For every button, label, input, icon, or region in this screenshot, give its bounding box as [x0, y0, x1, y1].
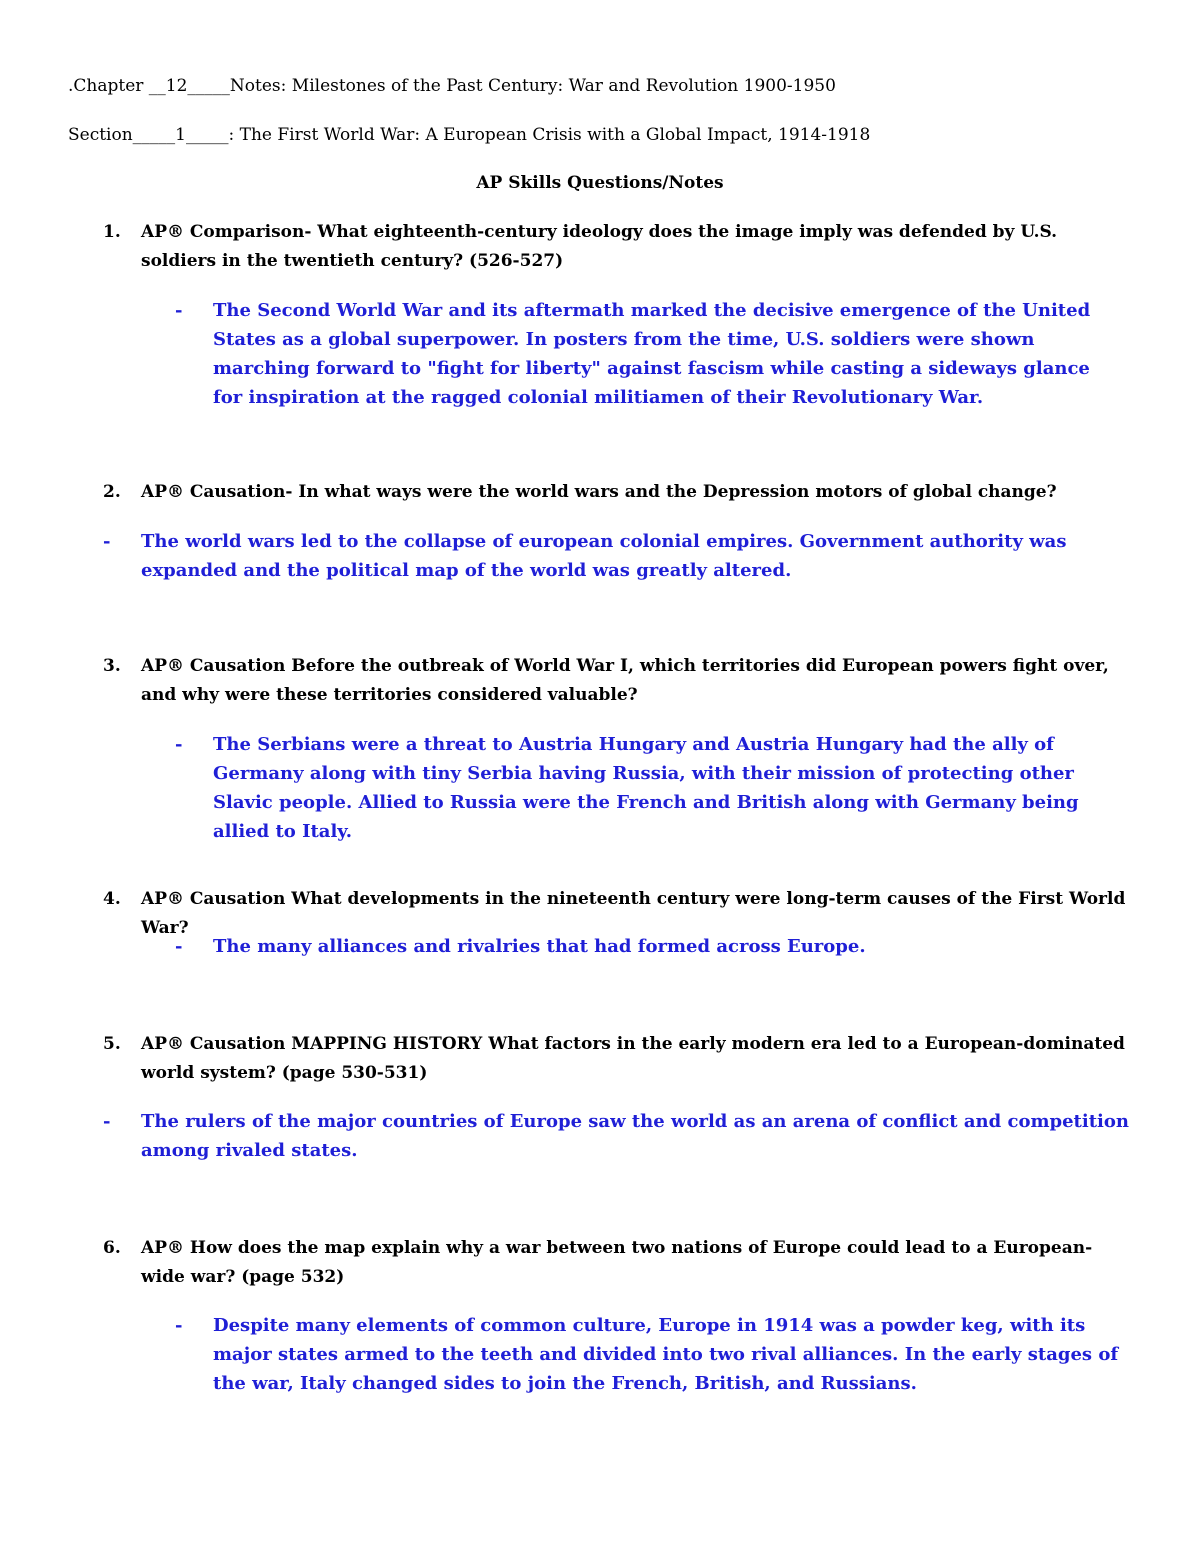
answer-6	[175, 1311, 1125, 1398]
answer-dash: -	[175, 936, 183, 957]
answer-dash: -	[175, 300, 183, 321]
answer-text: The many alliances and rivalries that had formed across Europe.	[213, 936, 866, 957]
question-2	[103, 478, 1133, 507]
answer-5	[103, 1107, 1133, 1165]
question-text: AP® Causation Before the outbreak of World War I, which territories did European powers fight over, and why were these territories considered valuable?	[141, 656, 1109, 705]
question-text: AP® Comparison- What eighteenth-century ideology does the image imply was defended by U.S. soldiers in the twentieth century? (526-527)	[141, 222, 1058, 271]
question-text: AP® Causation MAPPING HISTORY What factors in the early modern era led to a European-dominated world system? (page 530-531)	[141, 1034, 1125, 1083]
answer-2	[103, 527, 1133, 585]
answer-text: Despite many elements of common culture, Europe in 1914 was a powder keg, with its major states armed to the teeth and divided into two rival alliances. In the early stages of the war, Italy changed sides to join the French, British, and Russians.	[213, 1315, 1119, 1394]
question-number: 3.	[103, 656, 121, 676]
question-number: 6.	[103, 1238, 121, 1258]
answer-1	[175, 296, 1125, 412]
question-text: AP® How does the map explain why a war between two nations of Europe could lead to a European-wide war? (page 532)	[141, 1238, 1093, 1287]
question-3	[103, 652, 1133, 710]
question-5	[103, 1030, 1133, 1088]
answer-text: The world wars led to the collapse of european colonial empires. Government authority was expanded and the political map of the world was greatly altered.	[141, 531, 1067, 581]
answer-text: The Second World War and its aftermath marked the decisive emergence of the United States as a global superpower. In posters from the time, U.S. soldiers were shown marching forward to "fight for liberty" against fascism while casting a sideways glance for inspiration at the ragged colonial militiamen of their Revolutionary War.	[213, 300, 1091, 408]
answer-text: The rulers of the major countries of Europe saw the world as an arena of conflict and competition among rivaled states.	[141, 1111, 1129, 1161]
answer-text: The Serbians were a threat to Austria Hungary and Austria Hungary had the ally of Germany along with tiny Serbia having Russia, with their mission of protecting other Slavic people. Allied to Russia were the French and British along with Germany being allied to Italy.	[213, 734, 1079, 842]
question-text: AP® Causation- In what ways were the world wars and the Depression motors of global change?	[141, 482, 1057, 502]
answer-dash: -	[103, 531, 111, 552]
answer-dash: -	[103, 1111, 111, 1132]
question-number: 1.	[103, 222, 121, 242]
question-number: 5.	[103, 1034, 121, 1054]
question-1	[103, 218, 1133, 276]
answer-dash: -	[175, 1315, 183, 1336]
section-heading: Section_____1_____: The First World War: A European Crisis with a Global Impact, 1914-1918	[68, 125, 871, 145]
answer-3	[175, 730, 1125, 846]
answer-4	[175, 932, 1125, 961]
chapter-heading: .Chapter __12_____Notes: Milestones of the Past Century: War and Revolution 1900-1950	[68, 76, 836, 96]
page-subtitle: AP Skills Questions/Notes	[476, 173, 724, 193]
question-text: AP® Causation What developments in the nineteenth century were long-term causes of the First World War?	[141, 889, 1126, 938]
answer-dash: -	[175, 734, 183, 755]
question-6	[103, 1234, 1133, 1292]
question-number: 2.	[103, 482, 121, 502]
question-number: 4.	[103, 889, 121, 909]
